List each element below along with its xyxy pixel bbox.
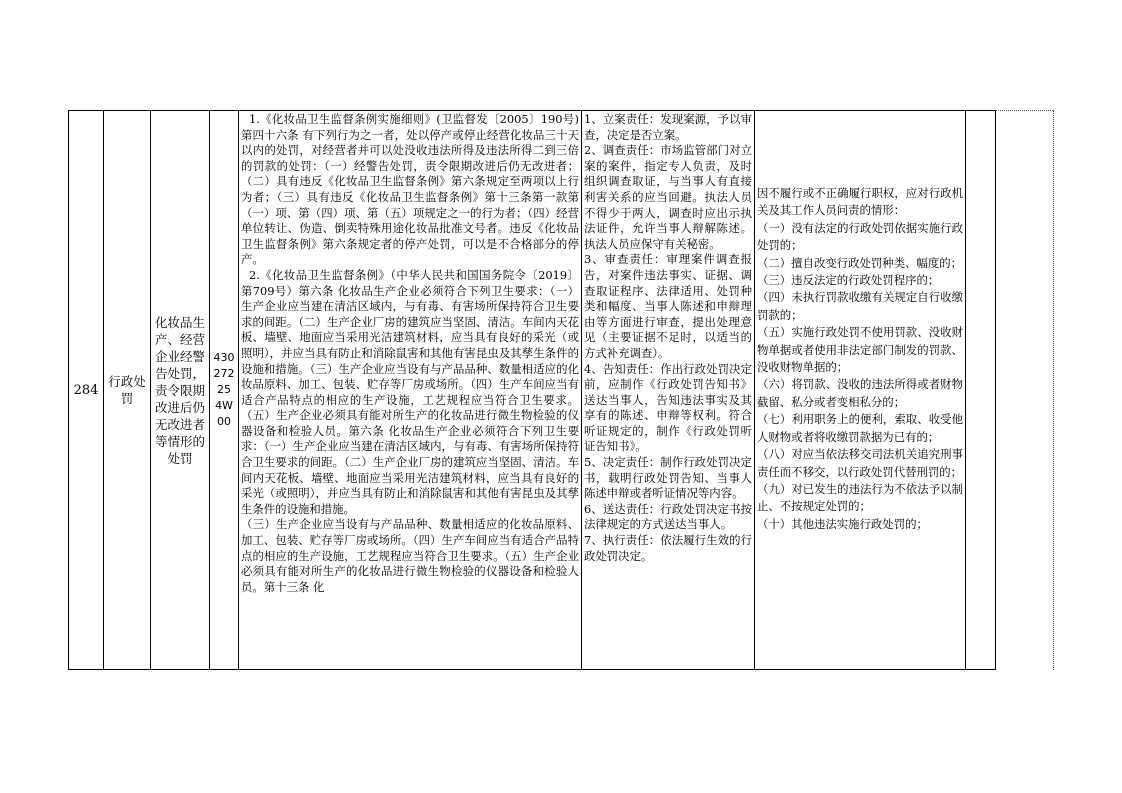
accountability-item: （七）利用职务上的便利，索取、收受他人财物或者将收缴罚款据为已有的； bbox=[757, 412, 963, 444]
accountability-item: （五）实施行政处罚不使用罚款、没收财物单据或者使用非法定部门制发的罚款、没收财物单据的； bbox=[757, 325, 963, 375]
accountability-item: （一）没有法定的行政处罚依据实施行政处罚的； bbox=[757, 220, 963, 253]
responsibility-item: 6、送达责任：行政处罚决定书按法律规定的方式送达当事人。 bbox=[584, 501, 752, 532]
row-number-cell: 284 bbox=[69, 111, 104, 670]
remarks-cell bbox=[966, 111, 996, 670]
dotted-border-right bbox=[1053, 110, 1054, 670]
power-name-cell: 化妆品生产、经营企业经警告处罚，责令限期改进后仍无改进者等情形的处罚 bbox=[151, 111, 210, 670]
accountability-item: （八）对应当依法移交司法机关追究刑事责任而不移交，以行政处罚代替刑罚的； bbox=[757, 447, 963, 479]
responsibility-cell bbox=[582, 111, 755, 670]
power-code-cell: 43027225 4W00 bbox=[210, 111, 239, 670]
accountability-item: （四）未执行罚款收缴有关规定自行收缴罚款的； bbox=[757, 290, 963, 322]
legal-basis-paragraph: 1.《化妆品卫生监督条例实施细则》(卫监督发〔2005〕190号)第四十六条 有下列行为之一者，处以停产或停止经营化妆品三十天以内的处罚，对经营者并可以处没收违法所得及违法所得二到三倍的罚款的处罚：（一）经警告处罚，责令限期改进后仍无改进者；（二）具有违反《化妆品卫生监督条例》第六条规定至两项以上行为者；（三）具有违反《化妆品卫生监督条例》第十三条第一款第（一）项、第（四）项、第（五）项规定之一的行为者；（四）经营单位转让、伪造、倒卖特殊用途化妆品批准文号者。违反《化妆品卫生监督条例》第六条规定者的停产处罚，可以是不合格部分的停产。 bbox=[241, 112, 579, 267]
legal-basis-cell bbox=[239, 111, 582, 670]
power-list-table bbox=[68, 110, 996, 670]
responsibility-item: 4、告知责任：作出行政处罚决定前，应制作《行政处罚告知书》送达当事人，告知违法事实及其享有的陈述、申辩等权利。符合听证规定的，制作《行政处罚听证告知书》。 bbox=[584, 361, 752, 454]
responsibility-item: 2、调查责任：市场监管部门对立案的案件，指定专人负责，及时组织调查取证，与当事人有直接利害关系的应当回避。执法人员不得少于两人，调查时应出示执法证件，允许当事人辩解陈述。执法人员应保守有关秘密。 bbox=[584, 143, 752, 251]
power-type-cell: 行政处罚 bbox=[104, 111, 151, 670]
accountability-item: （六）将罚款、没收的违法所得或者财物截留、私分或者变相私分的； bbox=[757, 377, 963, 409]
legal-basis-paragraph: 2.《化妆品卫生监督条例》（中华人民共和国国务院令〔2019〕第709号）第六条 化妆品生产企业必须符合下列卫生要求：（一）生产企业应当建在清洁区域内，与有毒、有害场所保持符合卫生要求的间距。（二）生产企业厂房的建筑应当坚固、清洁。车间内天花板、墙壁、地面应当采用光洁建筑材料，应当具有良好的采光（或照明），并应当具有防止和消除鼠害和其他有害昆虫及其孳生条件的设施和措施。（三）生产企业应当设有与产品品种、数量相适应的化妆品原料、加工、包装、贮存等厂房或场所。（四）生产车间应当有适合产品特点的相应的生产设施，工艺规程应当符合卫生要求。（五）生产企业必须具有能对所生产的化妆品进行微生物检验的仪器设备和检验人员。第六条 化妆品生产企业必须符合下列卫生要求：（一）生产企业应当建在清洁区域内，与有毒、有害场所保持符合卫生要求的间距。（二）生产企业厂房的建筑应当坚固、清洁。车间内天花板、墙壁、地面应当采用光洁建筑材料，应当具有良好的采光（或照明），并应当具有防止和消除鼠害和其他有害昆虫及其孳生条件的设施和措施。 bbox=[241, 267, 579, 516]
accountability-item: 因不履行或不正确履行职权，应对行政机关及其工作人员问责的情形： bbox=[757, 186, 963, 218]
accountability-item: （十）其他违法实施行政处罚的； bbox=[757, 516, 928, 531]
accountability-item: （三）违反法定的行政处罚程序的； bbox=[757, 273, 940, 288]
table-row bbox=[69, 111, 996, 670]
responsibility-item: 7、执行责任：依法履行生效的行政处罚决定。 bbox=[584, 533, 752, 563]
accountability-item: （二）擅自改变行政处罚种类、幅度的； bbox=[757, 255, 963, 270]
responsibility-item: 1、立案责任：发现案源，予以审查，决定是否立案。 bbox=[584, 112, 752, 142]
accountability-cell bbox=[755, 111, 966, 670]
accountability-item: （九）对已发生的违法行为不依法予以制止、不按规定处罚的； bbox=[757, 481, 963, 514]
responsibility-item: 5、决定责任：制作行政处罚决定书，载明行政处罚告知、当事人陈述申辩或者听证情况等内容。 bbox=[584, 455, 752, 501]
legal-basis-paragraph: （三）生产企业应当设有与产品品种、数量相适应的化妆品原料、加工、包装、贮存等厂房或场所。（四）生产车间应当有适合产品特点的相应的生产设施，工艺规程应当符合卫生要求。（五）生产企业必须具有能对所生产的化妆品进行微生物检验的仪器设备和检验人员。第十三条 化 bbox=[241, 517, 579, 594]
responsibility-item: 3、审查责任：审理案件调查报告，对案件违法事实、证据、调查取证程序、法律适用、处罚种类和幅度、当事人陈述和申辩理由等方面进行审查，提出处理意见（主要证据不足时，以适当的方式补充调查）。 bbox=[584, 252, 752, 360]
